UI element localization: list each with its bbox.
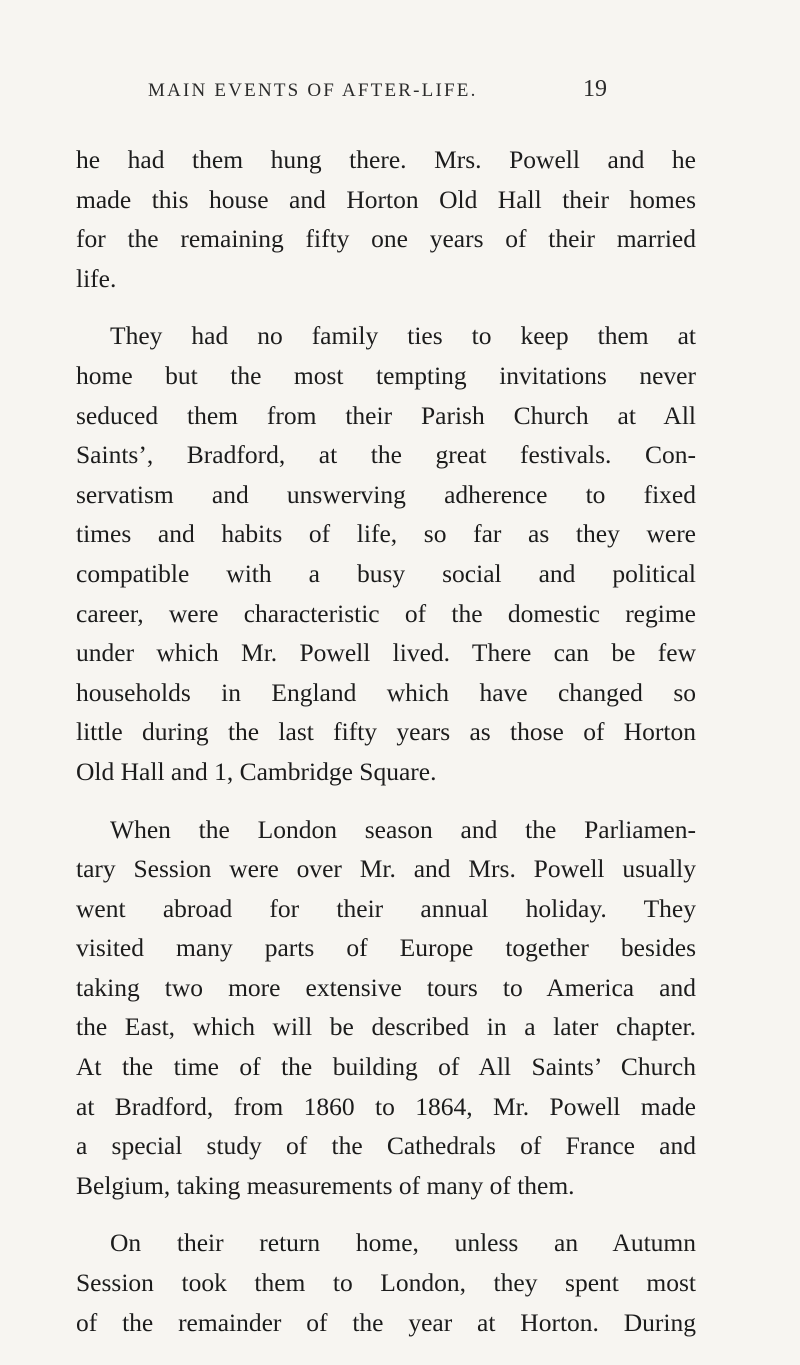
running-title: MAIN EVENTS OF AFTER-LIFE.	[148, 80, 478, 101]
text-line: households in England which have changed so	[76, 677, 696, 707]
text-line: Belgium, taking measurements of many of them.	[76, 1170, 575, 1200]
text-line: On their return home, unless an Autumn	[110, 1228, 696, 1258]
text-line: went abroad for their annual holiday. They	[76, 893, 696, 923]
text-line: At the time of the building of All Saints’ Church	[76, 1052, 696, 1082]
text-line: made this house and Horton Old Hall their homes	[76, 184, 696, 214]
text-line: When the London season and the Parliamen-	[110, 814, 696, 844]
body-text	[76, 140, 696, 1342]
paragraph	[76, 810, 696, 1206]
text-line: at Bradford, from 1860 to 1864, Mr. Powell made	[76, 1091, 696, 1121]
paragraph	[76, 1223, 696, 1342]
text-line: he had them hung there. Mrs. Powell and he	[76, 145, 696, 174]
text-line: for the remaining fifty one years of their married	[76, 224, 696, 254]
text-line: seduced them from their Parish Church at All	[76, 400, 696, 430]
text-line: Old Hall and 1, Cambridge Square.	[76, 756, 437, 786]
text-line: a special study of the Cathedrals of France and	[76, 1131, 696, 1161]
text-line: home but the most tempting invitations never	[76, 360, 696, 390]
text-line: career, were characteristic of the domestic regime	[76, 598, 696, 628]
text-line: Saints’, Bradford, at the great festivals. Con-	[76, 440, 696, 470]
text-line: under which Mr. Powell lived. There can be few	[76, 638, 696, 668]
paragraph	[76, 140, 696, 298]
text-line: servatism and unswerving adherence to fixed	[76, 479, 696, 509]
text-line: life.	[76, 263, 117, 293]
text-line: Session took them to London, they spent most	[76, 1268, 696, 1298]
text-line: little during the last fifty years as those of Horton	[76, 717, 696, 747]
text-line: of the remainder of the year at Horton. During	[76, 1307, 696, 1337]
text-line: visited many parts of Europe together besides	[76, 933, 696, 963]
text-line: taking two more extensive tours to America and	[76, 972, 696, 1002]
text-line: the East, which will be described in a later chapter.	[76, 1012, 696, 1042]
text-line: compatible with a busy social and political	[76, 558, 696, 588]
text-line: tary Session were over Mr. and Mrs. Powell usually	[76, 854, 696, 884]
text-line: They had no family ties to keep them at	[110, 321, 696, 351]
text-line: times and habits of life, so far as they were	[76, 519, 696, 549]
paragraph	[76, 316, 696, 791]
page-number: 19	[583, 76, 607, 102]
